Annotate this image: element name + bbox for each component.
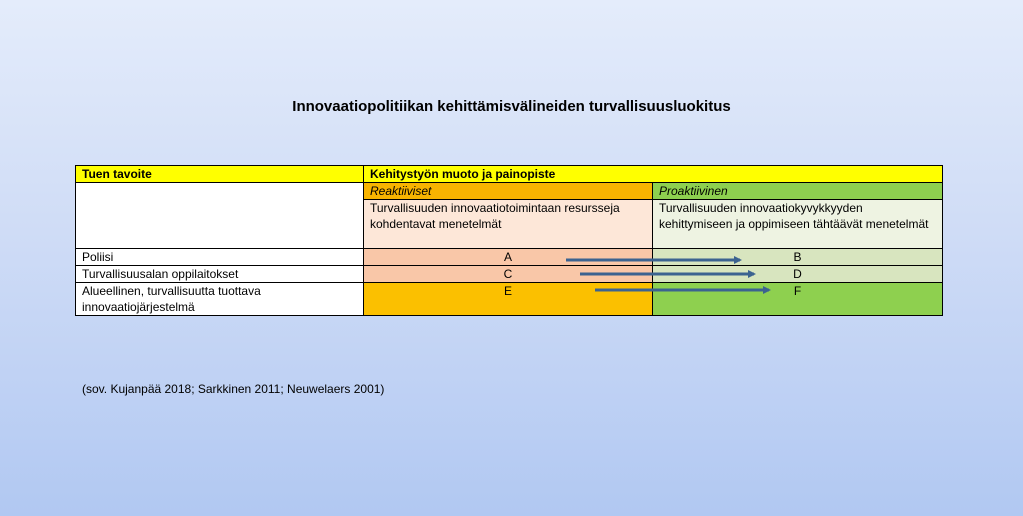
subheader-row <box>76 183 943 200</box>
table-row <box>76 266 943 283</box>
cell-left: A <box>364 249 653 266</box>
cell-right: D <box>653 266 943 283</box>
row-label: Alueellinen, turvallisuutta tuottava innovaatiojärjestelmä <box>76 283 364 316</box>
cell-right: F <box>653 283 943 316</box>
classification-table <box>75 165 943 316</box>
proactive-description: Turvallisuuden innovaatiokyvykkyyden kehittymiseen ja oppimiseen tähtäävät menetelmät <box>653 200 943 249</box>
blank-cell <box>76 183 364 249</box>
page-title: Innovaatiopolitiikan kehittämisvälineiden turvallisuusluokitus <box>292 98 731 115</box>
table-row <box>76 249 943 266</box>
cell-right: B <box>653 249 943 266</box>
row-label: Turvallisuusalan oppilaitokset <box>76 266 364 283</box>
header-goal: Tuen tavoite <box>76 166 364 183</box>
reactive-description: Turvallisuuden innovaatiotoimintaan resursseja kohdentavat menetelmät <box>364 200 653 249</box>
header-row <box>76 166 943 183</box>
row-label: Poliisi <box>76 249 364 266</box>
header-form: Kehitystyön muoto ja painopiste <box>364 166 943 183</box>
proactive-header: Proaktiivinen <box>653 183 943 200</box>
cell-left: E <box>364 283 653 316</box>
table-row <box>76 283 943 316</box>
reactive-header: Reaktiiviset <box>364 183 653 200</box>
cell-left: C <box>364 266 653 283</box>
source-citation: (sov. Kujanpää 2018; Sarkkinen 2011; Neuwelaers 2001) <box>82 382 385 396</box>
